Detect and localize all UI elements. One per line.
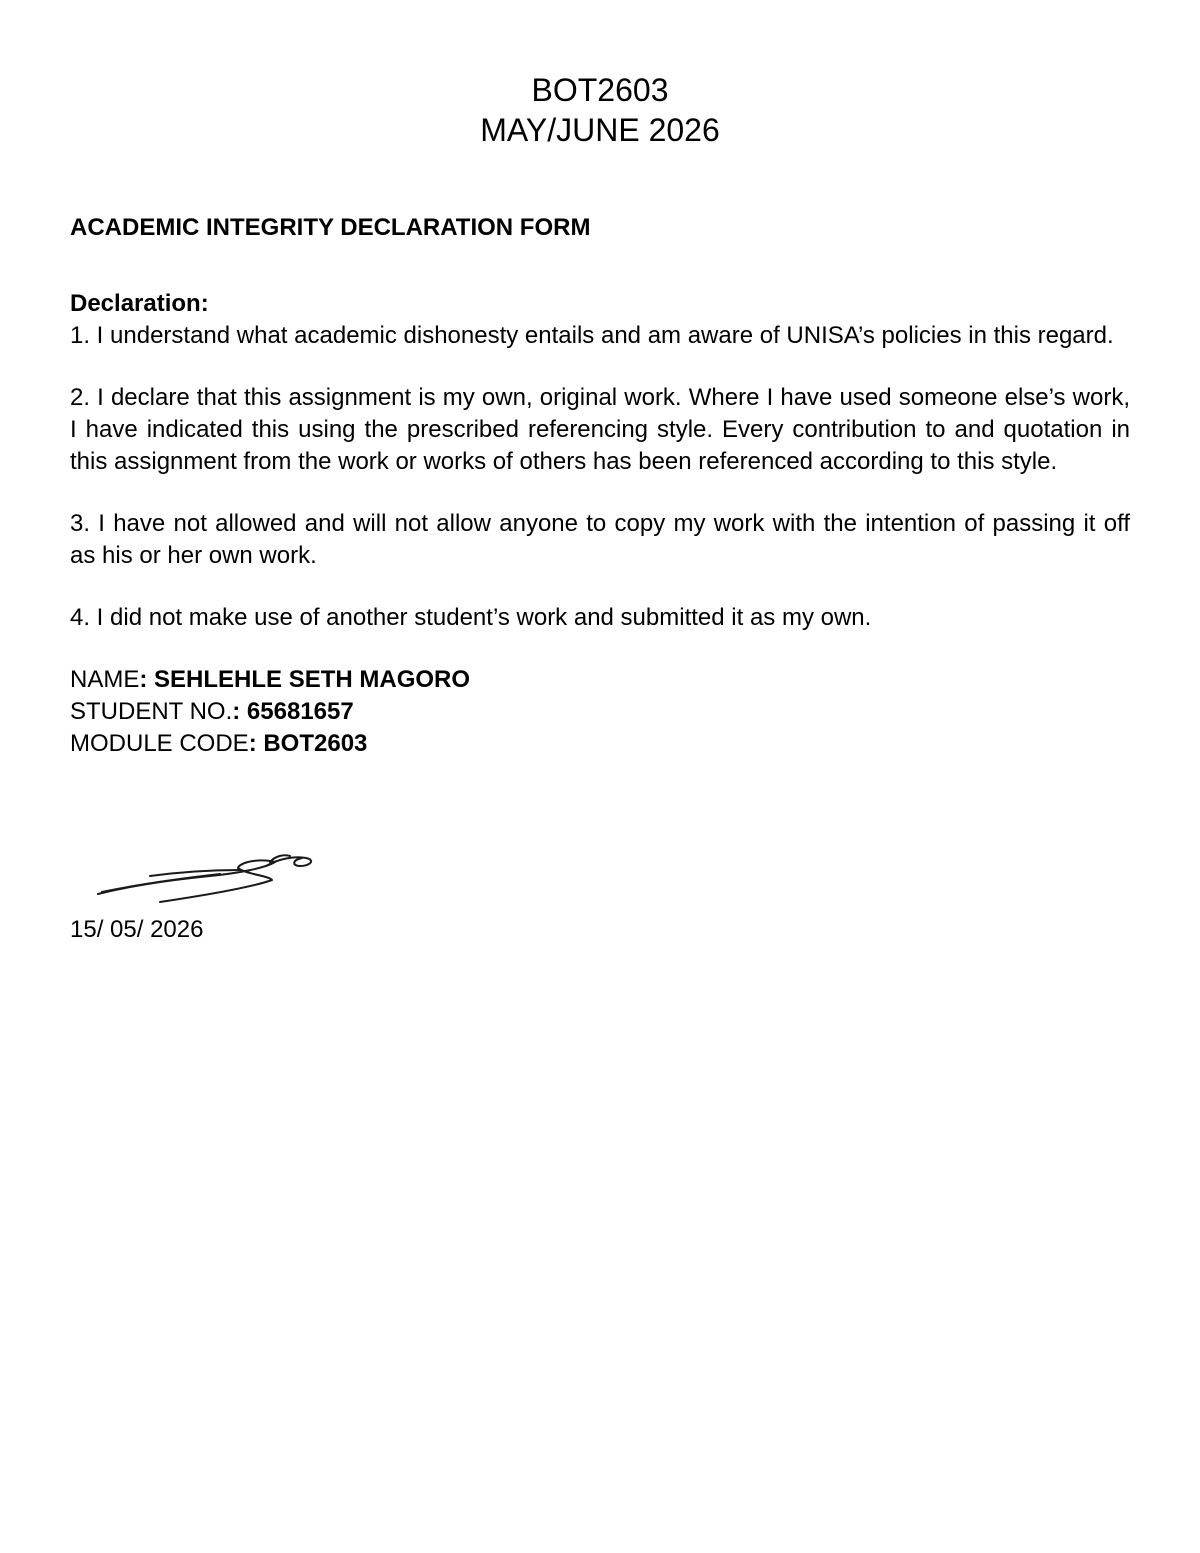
module-code-label: MODULE CODE	[70, 730, 249, 757]
declaration-statement-2: 2. I declare that this assignment is my own, original work. Where I have used someone else’s work, I have indicated this using the prescribed referencing style. Every contribution to and quotation in this assignment from the work or works of others has been referenced according to this style.	[70, 384, 1130, 475]
student-details	[70, 664, 1130, 760]
declaration-form	[70, 212, 1130, 760]
declaration-statement-4: 4. I did not make use of another student’s work and submitted it as my own.	[70, 604, 872, 631]
module-code-row	[70, 728, 1130, 760]
form-title: ACADEMIC INTEGRITY DECLARATION FORM	[70, 214, 591, 241]
name-label: NAME	[70, 666, 140, 693]
course-code-heading: BOT2603	[531, 72, 669, 108]
name-value: : SEHLEHLE SETH MAGORO	[139, 666, 471, 693]
handwritten-signature-icon	[70, 846, 330, 916]
student-number-row	[70, 696, 1130, 728]
declaration-label: Declaration:	[70, 290, 209, 317]
student-number-value: : 65681657	[232, 698, 354, 725]
name-row	[70, 664, 1130, 696]
signature-date: 15/ 05/ 2026	[70, 916, 204, 943]
document-header	[0, 70, 1200, 150]
student-number-label: STUDENT NO.	[70, 698, 233, 725]
declaration-statement-1: 1. I understand what academic dishonesty entails and am aware of UNISA’s policies in this regard.	[70, 322, 1114, 349]
declaration-statement-3: 3. I have not allowed and will not allow anyone to copy my work with the intention of passing it off as his or her own work.	[70, 510, 1130, 569]
module-code-value: : BOT2603	[248, 730, 368, 757]
exam-session-heading: MAY/JUNE 2026	[480, 112, 720, 148]
